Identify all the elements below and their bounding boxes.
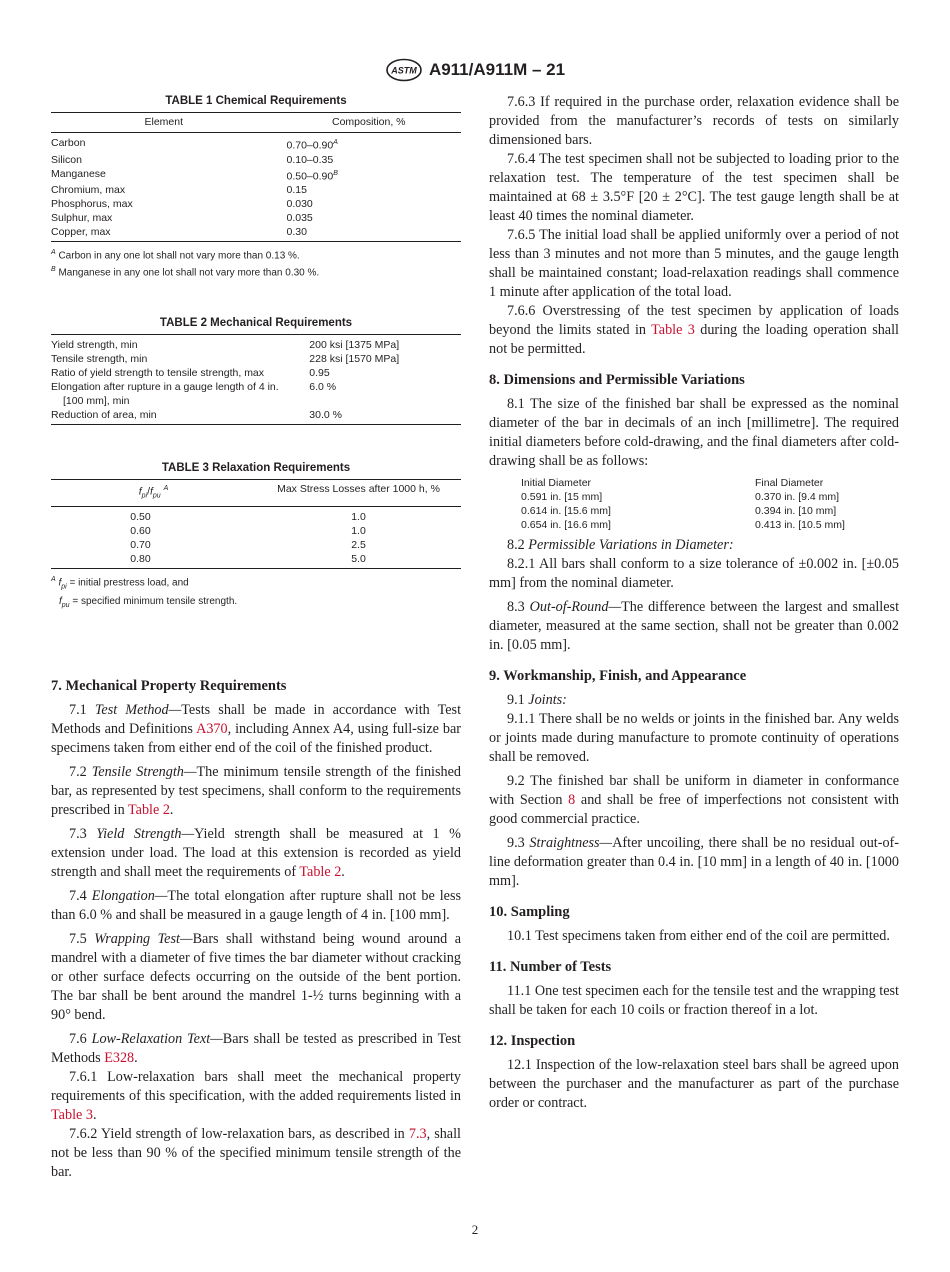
para-7-6-4: 7.6.4 The test specimen shall not be subjected to loading prior to the relaxation test. The temperature of the test specimen shall be maintained at 68 ± 3.5°F [20 ± 2°C]. The test gauge length shall be at least 40 times the nominal diameter. bbox=[489, 151, 899, 224]
table2-caption: TABLE 2 Mechanical Requirements bbox=[159, 316, 353, 329]
para-9-1: 9.1 Joints: bbox=[507, 692, 567, 708]
page-number: 2 bbox=[471, 1222, 479, 1237]
para-10-1: 10.1 Test specimens taken from either end of the coil are permitted. bbox=[507, 928, 890, 944]
para-7-6-2: 7.6.2 Yield strength of low-relaxation bars, as described in 7.3, shall not be less than 90 % of the specified minimum tensile strength of the bar. bbox=[51, 1125, 461, 1180]
link-a370[interactable]: A370 bbox=[196, 720, 228, 737]
para-7-2: 7.2 Tensile Strength—The minimum tensile strength of the finished bar, as represented by test specimens, shall conform to the requirements prescribed in Table 2. bbox=[51, 763, 461, 818]
link-table-2[interactable]: Table 2 bbox=[127, 801, 170, 818]
table-row: Reduction of area, min 30.0 % bbox=[51, 408, 461, 425]
table-row: 0.60 1.0 bbox=[130, 525, 366, 538]
table-row: Phosphorus, max 0.030 bbox=[51, 198, 313, 210]
para-7-6-3: 7.6.3 If required in the purchase order, relaxation evidence shall be provided from the manufacturer’s records of tests on similarly dimensioned bars. bbox=[489, 94, 899, 148]
table-row: 0.70 2.5 bbox=[130, 539, 366, 552]
table-row: Copper, max 0.30 bbox=[51, 225, 461, 242]
table-row: 0.654 in. [16.6 mm] 0.413 in. [10.5 mm] bbox=[521, 519, 845, 531]
table-row: Carbon $0.70-0.90^A$ bbox=[51, 137, 338, 152]
page-header bbox=[0, 58, 950, 87]
link-e328[interactable]: E328 bbox=[104, 1049, 135, 1066]
para-7-6-5: 7.6.5 The initial load shall be applied uniformly over a period of not less than 3 minutes and not more than 5 minutes, and the gauge length shall be maintained constant; load-relaxation readings shall commence 1 minute after application of the total load. bbox=[489, 227, 899, 300]
astm-logo-icon bbox=[385, 58, 423, 82]
table-row: 0.591 in. [15 mm] 0.370 in. [9.4 mm] bbox=[521, 491, 840, 503]
table-row: Yield strength, min 200 ksi [1375 MPa] bbox=[51, 338, 400, 351]
table-row: Ratio of yield strength to tensile strength, max 0.95 bbox=[51, 366, 330, 379]
section-9-heading: 9. Workmanship, Finish, and Appearance bbox=[489, 668, 747, 684]
link-table-3[interactable]: Table 3 bbox=[51, 1106, 93, 1123]
diameter-table-header: Initial Diameter Final Diameter bbox=[521, 477, 824, 489]
table1-col-composition: Composition, % bbox=[277, 113, 462, 133]
diameter-table bbox=[521, 476, 899, 532]
para-7-5: 7.5 Wrapping Test—Bars shall withstand being wound around a mandrel with a diameter of five times the bar diameter without cracking or other surface defects occurring on the outside of the bent portion. The bar shall be bent around the mandrel 1-½ turns beginning with a 90° bend. bbox=[51, 930, 462, 1023]
para-7-3: 7.3 Yield Strength—Yield strength shall be measured at 1 % extension under load. The load at this extension is recorded as yield strength and shall meet the requirements of Table 2. bbox=[51, 825, 461, 880]
table3-relaxation-requirements bbox=[51, 479, 461, 570]
table1-chemical-requirements bbox=[51, 112, 461, 242]
table1-footnote-a: $^A$ Carbon in any one lot shall not vary more than 0.13 %. bbox=[51, 249, 300, 262]
para-8-2: 8.2 Permissible Variations in Diameter: bbox=[507, 537, 734, 553]
table2-mechanical-requirements bbox=[51, 334, 461, 425]
para-8-3: 8.3 Out-of-Round—The difference between the largest and smallest diameter, measured at the same section, shall not be greater than 0.002 in. [0.05 mm]. bbox=[489, 599, 900, 653]
section-12-heading: 12. Inspection bbox=[489, 1033, 576, 1049]
table1-footnote-b: $^B$ Manganese in any one lot shall not vary more than 0.30 %. bbox=[51, 266, 320, 279]
para-7-4: 7.4 Elongation—The total elongation after rupture shall not be less than 6.0 % and shall be measured in a gauge length of 4 in. [100 mm]. bbox=[51, 887, 462, 923]
table3-caption: TABLE 3 Relaxation Requirements bbox=[161, 461, 351, 474]
para-7-6: 7.6 Low-Relaxation Text—Bars shall be tested as prescribed in Test Methods E328. bbox=[51, 1030, 462, 1066]
para-8-1: 8.1 The size of the finished bar shall be expressed as the nominal diameter of the bar in decimals of an inch [millimetre]. The required initial diameters before cold-drawing, and the final diameters after cold-drawing shall be as follows: bbox=[489, 396, 899, 469]
table-row: 0.80 5.0 bbox=[51, 552, 461, 569]
para-7-1: 7.1 Test Method—Tests shall be made in accordance with Test Methods and Definitions A370, including Annex A4, using full-size bar specimens taken from either end of the coil of the finished product. bbox=[51, 701, 462, 756]
right-column bbox=[489, 93, 899, 1113]
table-row: Chromium, max 0.15 bbox=[51, 184, 307, 196]
section-10-heading: 10. Sampling bbox=[489, 904, 570, 920]
svg-text:ASTM: ASTM bbox=[391, 65, 417, 76]
table-row: Manganese $0.50-0.90^B$ bbox=[51, 167, 338, 182]
para-7-6-1: 7.6.1 Low-relaxation bars shall meet the mechanical property requirements of this specification, with the added requirements listed in Table 3. bbox=[51, 1068, 461, 1123]
para-9-1-1: 9.1.1 There shall be no welds or joints in the finished bar. Any welds or joints made during manufacture to promote continuity of operations shall be removed. bbox=[489, 711, 899, 765]
table3-col-ratio: $f_{pi}/f_{pu}$ $^A$ bbox=[51, 479, 256, 507]
para-9-2: 9.2 The finished bar shall be uniform in diameter in conformance with Section 8 and shall be free of imperfections not consistent with good commercial practice. bbox=[489, 773, 899, 827]
table3-col-losses: Max Stress Losses after 1000 h, % bbox=[256, 479, 461, 507]
section-8-heading: 8. Dimensions and Permissible Variations bbox=[489, 372, 745, 388]
link-section-7-3[interactable]: 7.3 bbox=[408, 1125, 427, 1142]
left-column bbox=[51, 93, 461, 1182]
section-7-heading: 7. Mechanical Property Requirements bbox=[51, 677, 287, 694]
table-row: Elongation after rupture in a gauge length of 4 in. [100 mm], min 6.0 % bbox=[51, 380, 337, 407]
link-table-3[interactable]: Table 3 bbox=[651, 322, 695, 338]
link-section-8[interactable]: 8 bbox=[568, 792, 576, 808]
table3-footnote: $^A$ $f_{pi}$ = initial prestress load, and $f_{pu}$ = specified minimum tensile strength. bbox=[51, 576, 238, 609]
para-9-3: 9.3 Straightness—After uncoiling, there shall be no residual out-of-line deformation greater than 0.4 in. [10 mm] in a length of 40 in. [1000 mm]. bbox=[489, 835, 899, 889]
table1-caption: TABLE 1 Chemical Requirements bbox=[165, 95, 347, 107]
table-row: 0.50 1.0 bbox=[130, 511, 366, 524]
para-12-1: 12.1 Inspection of the low-relaxation steel bars shall be agreed upon between the purchaser and the manufacturer as part of the purchase order or contract. bbox=[489, 1057, 899, 1111]
table1-col-element: Element bbox=[51, 113, 277, 133]
section-11-heading: 11. Number of Tests bbox=[489, 959, 612, 975]
table-row: Tensile strength, min 228 ksi [1570 MPa] bbox=[51, 352, 400, 365]
para-7-6-6: 7.6.6 Overstressing of the test specimen by application of loads beyond the limits stated in Table 3 during the loading operation shall not be permitted. bbox=[489, 303, 899, 357]
table-row: Silicon 0.10–0.35 bbox=[51, 153, 334, 166]
link-table-2[interactable]: Table 2 bbox=[299, 863, 342, 880]
table-row: Sulphur, max 0.035 bbox=[51, 212, 313, 224]
para-11-1: 11.1 One test specimen each for the tensile test and the wrapping test shall be taken for each 10 coils or fraction thereof in a lot. bbox=[489, 983, 899, 1018]
standard-designation: A911/A911M – 21 bbox=[428, 60, 566, 79]
para-8-2-1: 8.2.1 All bars shall conform to a size tolerance of ±0.002 in. [±0.05 mm] from the nominal diameter. bbox=[489, 556, 899, 591]
table-row: 0.614 in. [15.6 mm] 0.394 in. [10 mm] bbox=[521, 505, 837, 517]
